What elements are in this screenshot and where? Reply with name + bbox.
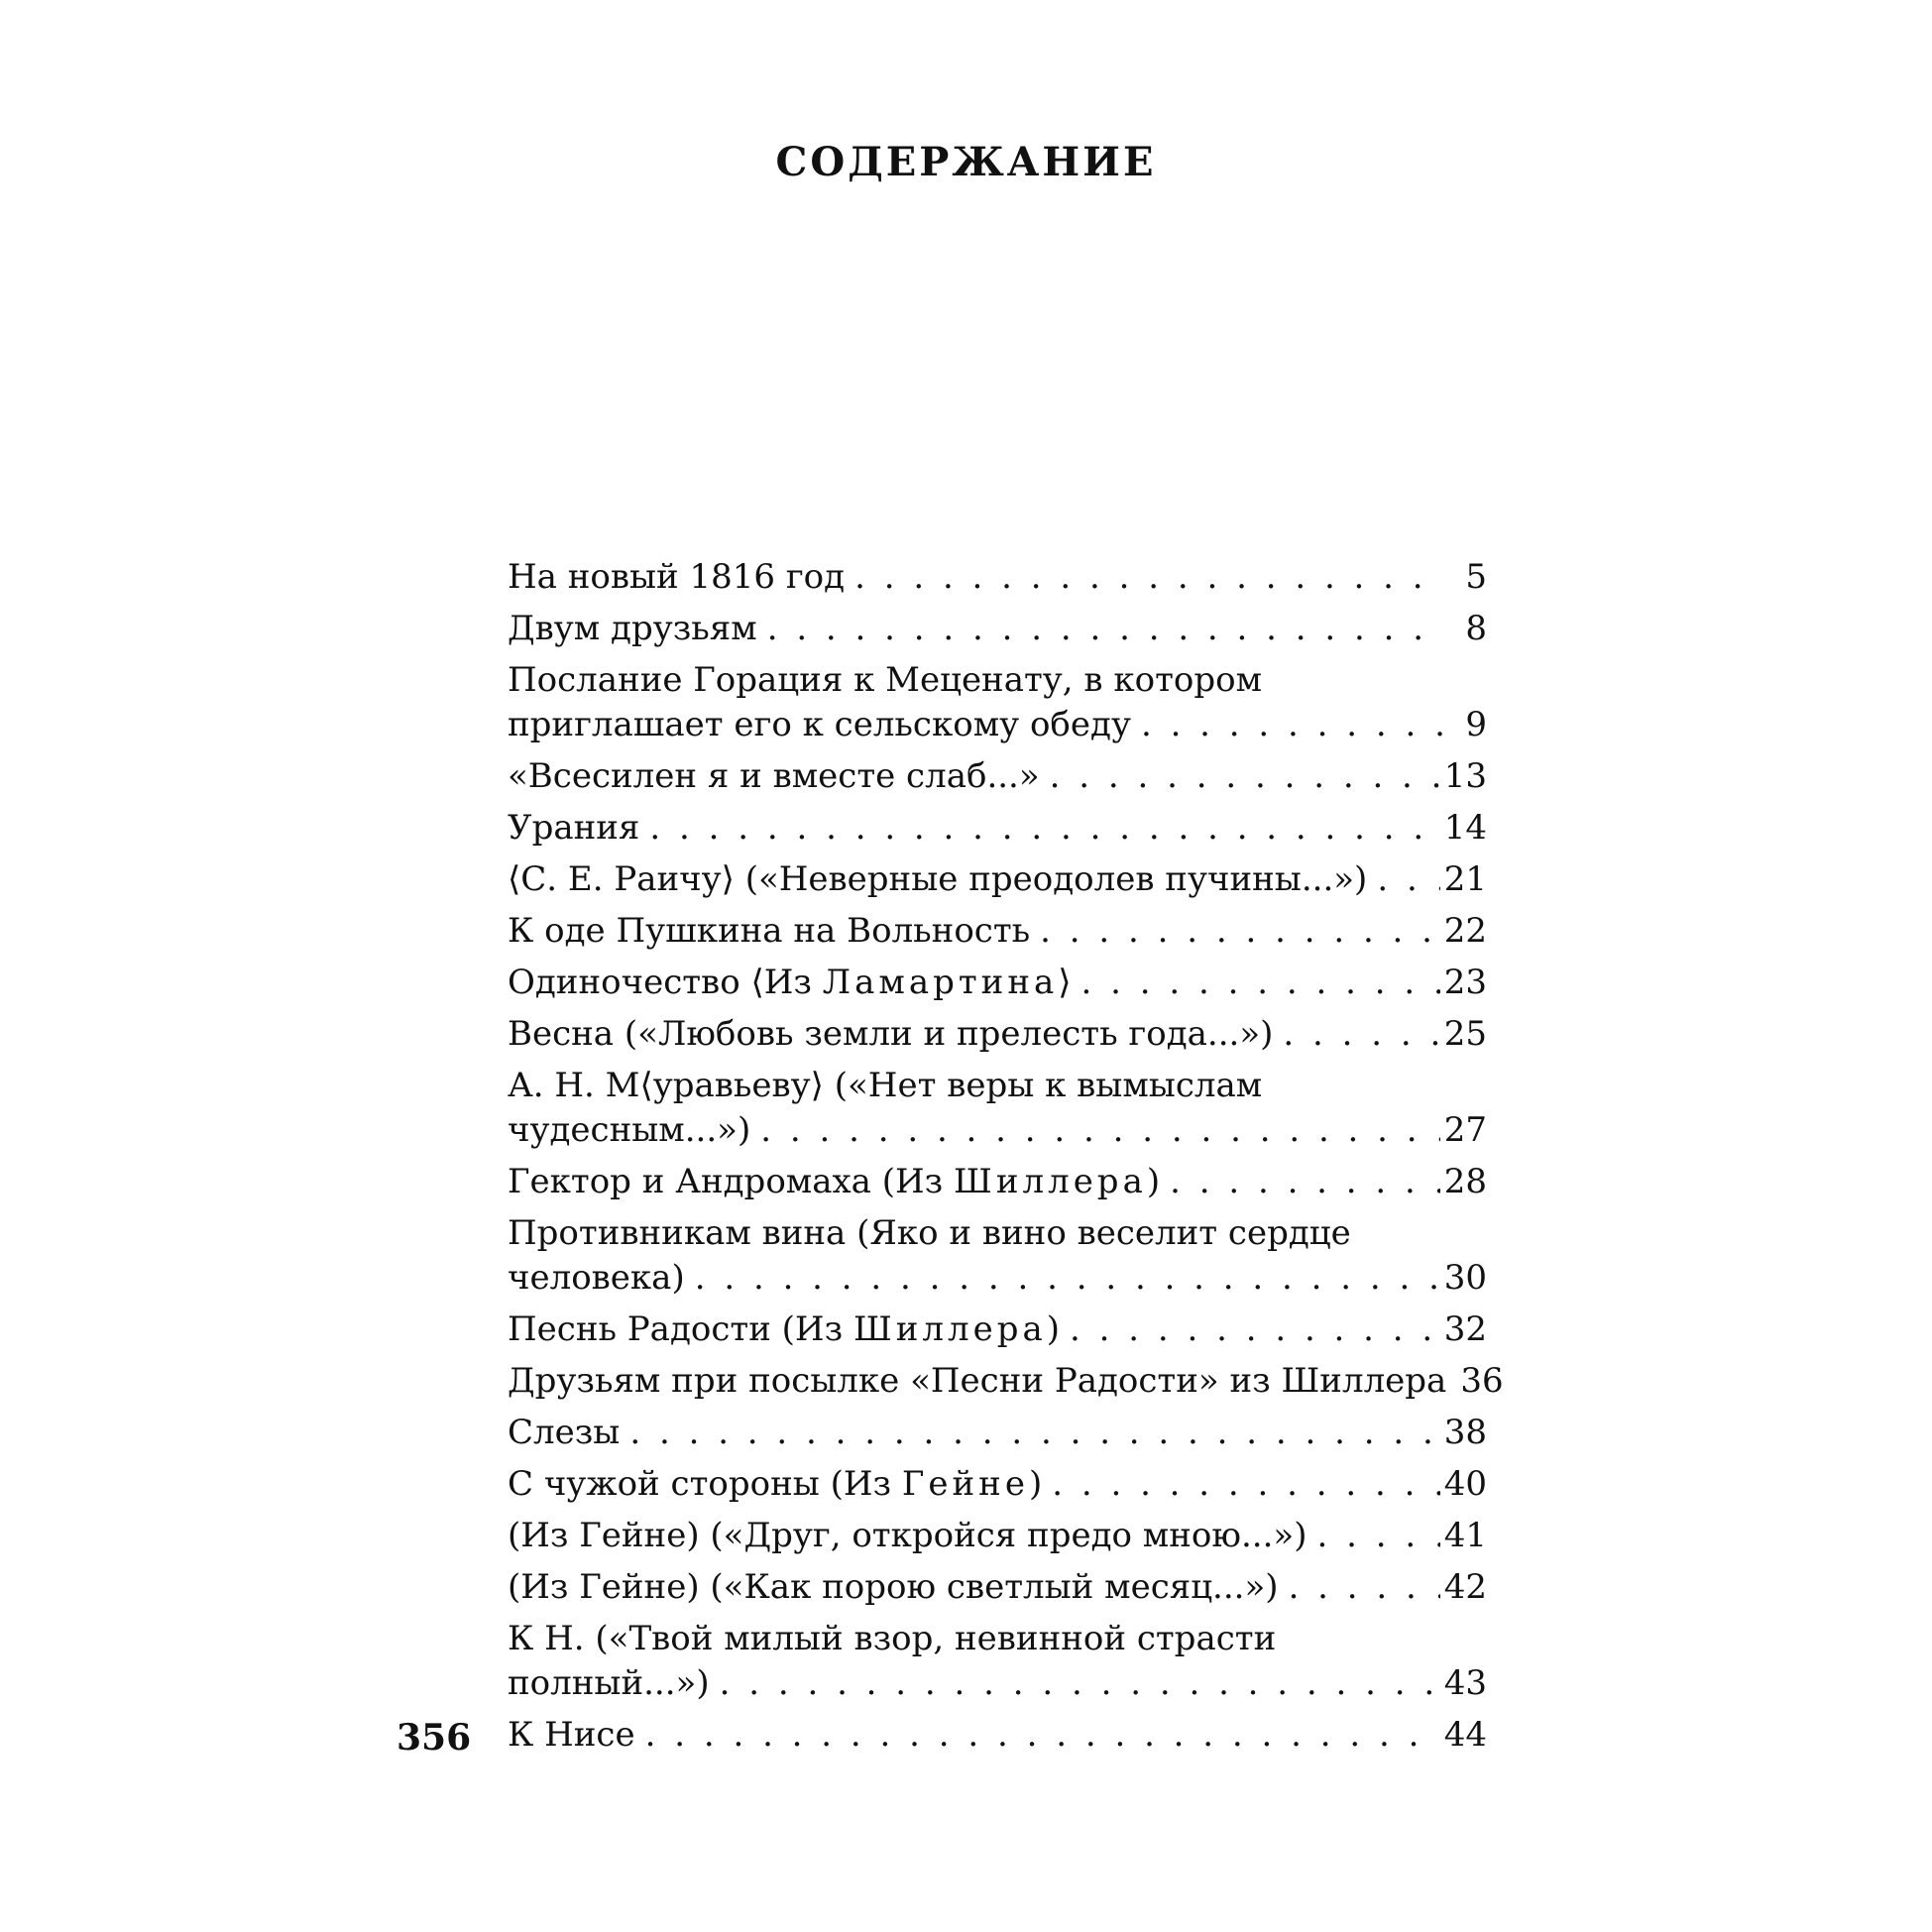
row-gap bbox=[508, 1558, 1487, 1565]
dot-leader bbox=[1030, 909, 1440, 954]
dot-leader bbox=[845, 555, 1443, 600]
toc-entry bbox=[508, 1160, 1487, 1204]
dot-leader bbox=[710, 1661, 1440, 1706]
toc-entry-line bbox=[508, 1565, 1487, 1610]
toc-title-part: Шиллера bbox=[954, 1162, 1147, 1201]
toc-title-part: человека) bbox=[508, 1258, 685, 1298]
row-gap bbox=[508, 1404, 1487, 1411]
toc-entry-page: 44 bbox=[1443, 1715, 1487, 1755]
toc-title-part: ) bbox=[1046, 1309, 1061, 1349]
toc-entry-title bbox=[508, 909, 1030, 954]
toc-title-part: ⟨С. Е. Раичу⟩ («Неверные преодолев пучины...») bbox=[508, 859, 1368, 899]
row-gap bbox=[508, 1204, 1487, 1211]
row-gap bbox=[508, 851, 1487, 857]
toc-entry-page: 43 bbox=[1443, 1663, 1487, 1703]
toc-entry-line bbox=[508, 1462, 1487, 1507]
toc-title-part: «Всесилен я и вместе слаб...» bbox=[508, 756, 1040, 796]
page-title: СОДЕРЖАНИЕ bbox=[775, 139, 1157, 185]
dot-leader bbox=[1040, 754, 1440, 799]
toc-title-part: С чужой стороны (Из bbox=[508, 1464, 902, 1504]
toc-title-part: (Из Гейне) («Друг, откройся предо мною...») bbox=[508, 1516, 1307, 1555]
toc-title-part: К Н. («Твой милый взор, невинной страсти bbox=[508, 1619, 1277, 1658]
toc-entry-title bbox=[508, 1514, 1307, 1558]
toc-title-part: К Нисе bbox=[508, 1715, 635, 1755]
toc-entry bbox=[508, 1211, 1487, 1301]
toc-entry-title bbox=[508, 1661, 710, 1706]
toc-entry-line bbox=[508, 1108, 1487, 1153]
toc-title-part: Песнь Радости (Из bbox=[508, 1309, 853, 1349]
toc-entry-page: 21 bbox=[1443, 859, 1487, 899]
toc-title-part: Послание Горация к Меценату, в котором bbox=[508, 660, 1263, 700]
row-gap bbox=[508, 1706, 1487, 1713]
dot-leader bbox=[1042, 1462, 1440, 1507]
toc-entry-title bbox=[508, 1617, 1276, 1661]
dot-leader bbox=[1060, 1307, 1440, 1352]
toc-entry-page: 5 bbox=[1465, 557, 1487, 597]
toc-title-part: Ламартина bbox=[822, 963, 1059, 1002]
toc-entry-page: 36 bbox=[1460, 1361, 1504, 1401]
toc-entry-title bbox=[508, 1256, 685, 1301]
toc-entry-line bbox=[508, 658, 1487, 703]
toc-entry bbox=[508, 806, 1487, 851]
toc-entry-line bbox=[508, 1514, 1487, 1558]
toc-entry-line bbox=[508, 607, 1487, 651]
row-gap bbox=[508, 651, 1487, 658]
toc-title-part: Шиллера bbox=[852, 1309, 1047, 1349]
toc-entry-page: 8 bbox=[1465, 609, 1487, 648]
toc-entry bbox=[508, 1411, 1487, 1455]
toc-entry bbox=[508, 1565, 1487, 1610]
toc-title-part: чудесным...») bbox=[508, 1110, 751, 1150]
row-gap bbox=[508, 1057, 1487, 1064]
row-gap bbox=[508, 1301, 1487, 1307]
dot-leader bbox=[1307, 1514, 1439, 1558]
row-gap bbox=[508, 1153, 1487, 1160]
toc-title-part: Одиночество ⟨Из bbox=[508, 963, 823, 1002]
toc-entry-title bbox=[508, 703, 1131, 747]
toc-entry bbox=[508, 961, 1487, 1005]
toc-entry-page: 23 bbox=[1443, 963, 1487, 1002]
toc-entry-line bbox=[508, 961, 1487, 1005]
toc-title-part: ⟩ bbox=[1058, 963, 1072, 1002]
dot-leader bbox=[620, 1411, 1439, 1455]
toc-entry-page: 30 bbox=[1443, 1258, 1487, 1298]
toc-title-part: А. Н. М⟨уравьеву⟩ («Нет веры к вымыслам bbox=[508, 1066, 1263, 1105]
toc-entry-line bbox=[508, 703, 1487, 747]
table-of-contents bbox=[508, 555, 1504, 1758]
toc-entry-page: 32 bbox=[1443, 1309, 1487, 1349]
toc-entry bbox=[508, 1307, 1487, 1352]
toc-entry-line bbox=[508, 909, 1487, 954]
row-gap bbox=[508, 902, 1487, 909]
row-gap bbox=[508, 1507, 1487, 1514]
toc-entry-title bbox=[508, 806, 639, 851]
dot-leader bbox=[639, 806, 1439, 851]
toc-entry-line bbox=[508, 1411, 1487, 1455]
toc-entry-page: 14 bbox=[1443, 808, 1487, 848]
toc-title-part: (Из Гейне) («Как порою светлый месяц...») bbox=[508, 1567, 1279, 1607]
toc-entry-page: 40 bbox=[1443, 1464, 1487, 1504]
toc-entry-line bbox=[508, 857, 1487, 902]
dot-leader bbox=[1446, 1359, 1456, 1404]
row-gap bbox=[508, 954, 1487, 961]
toc-entry-title bbox=[508, 1160, 1160, 1204]
toc-entry bbox=[508, 555, 1487, 600]
toc-title-part: Слезы bbox=[508, 1413, 621, 1452]
toc-title-part: ) bbox=[1028, 1464, 1043, 1504]
toc-entry-line bbox=[508, 1256, 1487, 1301]
toc-entry-line bbox=[508, 1307, 1487, 1352]
toc-entry-line bbox=[508, 806, 1487, 851]
toc-entry bbox=[508, 1713, 1487, 1758]
toc-entry bbox=[508, 1514, 1487, 1558]
toc-entry bbox=[508, 1012, 1487, 1057]
toc-title-part: Друзьям при посылке «Песни Радости» из Шиллера bbox=[508, 1361, 1447, 1401]
dot-leader bbox=[635, 1713, 1440, 1758]
dot-leader bbox=[1160, 1160, 1440, 1204]
dot-leader bbox=[1131, 703, 1443, 747]
toc-entry-line bbox=[508, 1012, 1487, 1057]
toc-entry-title bbox=[508, 607, 757, 651]
row-gap bbox=[508, 1352, 1487, 1359]
toc-entry-line bbox=[508, 1160, 1487, 1204]
toc-entry-title bbox=[508, 754, 1040, 799]
dot-leader bbox=[750, 1108, 1439, 1153]
toc-title-part: приглашает его к сельскому обеду bbox=[508, 705, 1131, 744]
toc-entry-title bbox=[508, 555, 845, 600]
toc-entry-page: 41 bbox=[1443, 1516, 1487, 1555]
toc-entry-line bbox=[508, 754, 1487, 799]
dot-leader bbox=[685, 1256, 1440, 1301]
row-gap bbox=[508, 747, 1487, 754]
toc-title-part: Двум друзьям bbox=[508, 609, 757, 648]
toc-entry-title bbox=[508, 658, 1262, 703]
row-gap bbox=[508, 1005, 1487, 1012]
toc-title-part: ) bbox=[1146, 1162, 1161, 1201]
toc-entry-title bbox=[508, 1713, 635, 1758]
dot-leader bbox=[1367, 857, 1439, 902]
toc-title-part: Гейне bbox=[901, 1464, 1029, 1504]
toc-entry-page: 28 bbox=[1443, 1162, 1487, 1201]
toc-entry bbox=[508, 1462, 1487, 1507]
toc-entry-page: 13 bbox=[1443, 756, 1487, 796]
dot-leader bbox=[1273, 1012, 1439, 1057]
toc-entry bbox=[508, 1617, 1487, 1706]
toc-entry bbox=[508, 754, 1487, 799]
toc-entry-title bbox=[508, 1462, 1042, 1507]
toc-entry-line bbox=[508, 1661, 1487, 1706]
page-number: 356 bbox=[397, 1717, 472, 1759]
dot-leader bbox=[757, 607, 1443, 651]
toc-entry bbox=[508, 1359, 1504, 1404]
row-gap bbox=[508, 600, 1487, 607]
toc-entry-title bbox=[508, 1108, 750, 1153]
toc-title-part: Противникам вина (Яко и вино веселит сердце bbox=[508, 1213, 1351, 1253]
toc-entry-title bbox=[508, 1411, 620, 1455]
toc-entry-title bbox=[508, 1359, 1446, 1404]
toc-title-part: На новый 1816 год bbox=[508, 557, 846, 597]
toc-title-part: полный...») bbox=[508, 1663, 710, 1703]
dot-leader bbox=[1279, 1565, 1440, 1610]
toc-entry-title bbox=[508, 857, 1367, 902]
toc-title-part: Весна («Любовь земли и прелесть года...») bbox=[508, 1014, 1274, 1054]
row-gap bbox=[508, 1455, 1487, 1462]
toc-entry-line bbox=[508, 1359, 1504, 1404]
row-gap bbox=[508, 799, 1487, 806]
toc-entry-line bbox=[508, 1211, 1487, 1256]
toc-entry-page: 25 bbox=[1443, 1014, 1487, 1054]
toc-entry bbox=[508, 1064, 1487, 1153]
toc-entry bbox=[508, 658, 1487, 747]
toc-entry bbox=[508, 857, 1487, 902]
toc-entry-page: 22 bbox=[1443, 911, 1487, 951]
toc-entry-title bbox=[508, 1211, 1351, 1256]
dot-leader bbox=[1072, 961, 1440, 1005]
toc-entry-title bbox=[508, 1064, 1262, 1108]
toc-title-part: Гектор и Андромаха (Из bbox=[508, 1162, 955, 1201]
toc-entry-title bbox=[508, 1012, 1273, 1057]
toc-entry-page: 42 bbox=[1443, 1567, 1487, 1607]
toc-entry-page: 38 bbox=[1443, 1413, 1487, 1452]
toc-entry-title bbox=[508, 1565, 1279, 1610]
toc-entry-line bbox=[508, 1617, 1487, 1661]
toc-title-part: К оде Пушкина на Вольность bbox=[508, 911, 1031, 951]
toc-title-part: Урания bbox=[508, 808, 640, 848]
toc-entry-title bbox=[508, 961, 1072, 1005]
row-gap bbox=[508, 1610, 1487, 1617]
toc-entry-page: 9 bbox=[1465, 705, 1487, 744]
toc-entry bbox=[508, 909, 1487, 954]
toc-entry bbox=[508, 607, 1487, 651]
toc-entry-title bbox=[508, 1307, 1060, 1352]
toc-entry-line bbox=[508, 555, 1487, 600]
toc-entry-line bbox=[508, 1713, 1487, 1758]
toc-entry-page: 27 bbox=[1443, 1110, 1487, 1150]
toc-entry-line bbox=[508, 1064, 1487, 1108]
